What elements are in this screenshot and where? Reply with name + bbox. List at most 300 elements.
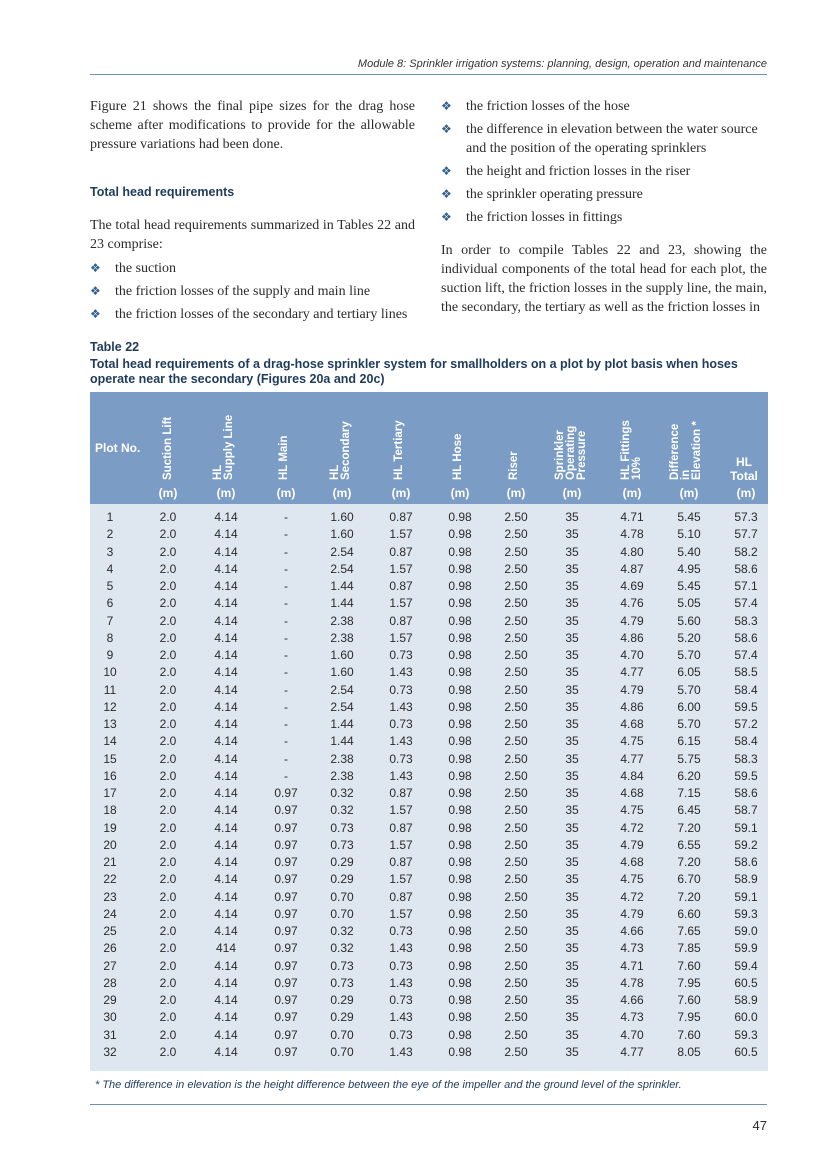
table-footer-band <box>90 1067 768 1071</box>
table-cell: 0.73 <box>389 717 413 731</box>
table-cell: 35 <box>565 596 579 611</box>
table-cell: 31 <box>103 1027 117 1042</box>
table-cell: 2.0 <box>159 924 177 938</box>
table-cell: 0.97 <box>274 924 298 938</box>
table-cell: 58.6 <box>734 630 758 645</box>
table-cell: 0.97 <box>274 1044 298 1059</box>
table-cell: 2.0 <box>159 734 177 749</box>
table-cell: 4.14 <box>214 544 238 559</box>
table-cell: 2.50 <box>504 837 528 852</box>
table-cell: 0.97 <box>274 958 298 973</box>
section-heading: Total head requirements <box>90 185 235 199</box>
table-cell: 2.50 <box>504 889 528 904</box>
table-cell: 4.78 <box>620 527 644 542</box>
table-cell: 4.68 <box>620 786 644 800</box>
table-cell: 5.70 <box>677 648 701 662</box>
table-cell: 4.14 <box>214 579 238 593</box>
table-cell: 1.57 <box>389 872 413 887</box>
table-cell: 0.98 <box>448 768 472 783</box>
table-cell: 0.98 <box>448 786 472 800</box>
table-cell: 0.29 <box>330 872 354 887</box>
table-cell: 35 <box>565 941 579 956</box>
table-row <box>0 820 826 837</box>
table-cell: 60.0 <box>734 1010 758 1025</box>
list-item: ❖ the friction losses of the supply and main line <box>90 284 371 299</box>
table-cell: 1.57 <box>389 527 413 542</box>
table-row <box>0 1009 826 1026</box>
table-cell: 7.65 <box>677 924 701 938</box>
table-cell: 1.57 <box>389 906 413 921</box>
table-cell: 4 <box>106 561 114 576</box>
table-cell: 7.20 <box>677 855 701 869</box>
table-cell: 58.9 <box>734 993 758 1007</box>
table-cell: 2.50 <box>504 803 528 818</box>
table-cell: 24 <box>103 906 117 921</box>
table-cell: 0.87 <box>389 786 413 800</box>
table-row <box>0 526 826 543</box>
table-row <box>0 578 826 595</box>
table-cell: 4.14 <box>214 975 238 990</box>
table-cell: 5.60 <box>677 613 701 628</box>
table-cell: 5.20 <box>677 630 701 645</box>
table-cell: 2.0 <box>159 803 177 818</box>
table-cell: 0.98 <box>448 699 472 714</box>
table-cell: - <box>284 768 288 783</box>
table-cell: 0.32 <box>330 786 354 800</box>
table-cell: 35 <box>565 734 579 749</box>
table-cell: 4.14 <box>214 665 238 680</box>
table-cell: 1.44 <box>330 734 354 749</box>
table-cell: 59.5 <box>734 699 758 714</box>
table-cell: 0.87 <box>389 889 413 904</box>
table-cell: 2.50 <box>504 855 528 869</box>
table-cell: 28 <box>103 975 117 990</box>
table-cell: 20 <box>103 837 117 852</box>
table-cell: 2.0 <box>159 786 177 800</box>
table-cell: 2.0 <box>159 872 177 887</box>
table-cell: 0.98 <box>448 803 472 818</box>
table-cell: 2.0 <box>159 1027 177 1042</box>
table-cell: 7 <box>106 613 114 628</box>
table-cell: 2.0 <box>159 682 177 697</box>
table-cell: 4.95 <box>677 561 701 576</box>
table-row <box>0 595 826 612</box>
table-cell: 0.73 <box>330 958 354 973</box>
unit-label: (m) <box>736 486 756 500</box>
table-row <box>0 802 826 819</box>
table-cell: 58.6 <box>734 786 758 800</box>
table-row <box>0 785 826 802</box>
table-cell: 0.98 <box>448 665 472 680</box>
table-cell: 0.98 <box>448 648 472 662</box>
table-cell: 5 <box>106 579 114 593</box>
left-column <box>90 97 415 328</box>
table-cell: 5.75 <box>677 751 701 766</box>
table-cell: 7.15 <box>677 786 701 800</box>
table-cell: 0.73 <box>389 993 413 1007</box>
table-cell: 35 <box>565 665 579 680</box>
table-cell: 14 <box>103 734 117 749</box>
table-row <box>0 940 826 957</box>
table-cell: 2.0 <box>159 975 177 990</box>
table-cell: 5.45 <box>677 510 701 524</box>
table-cell: 4.14 <box>214 734 238 749</box>
table-cell: 2.50 <box>504 613 528 628</box>
table-cell: 59.4 <box>734 958 758 973</box>
running-head: Module 8: Sprinkler irrigation systems: planning, design, operation and maintenance <box>357 58 767 70</box>
table-row <box>0 664 826 681</box>
table-cell: 0.97 <box>274 975 298 990</box>
table-cell: 0.87 <box>389 613 413 628</box>
table-cell: 1.43 <box>389 941 413 956</box>
table-cell: - <box>284 734 288 749</box>
table-cell: 17 <box>103 786 117 800</box>
table-cell: 35 <box>565 544 579 559</box>
table-cell: 2.0 <box>159 665 177 680</box>
table-cell: 35 <box>565 820 579 835</box>
table-cell: 2.0 <box>159 855 177 869</box>
table-cell: 4.14 <box>214 820 238 835</box>
table-cell: 0.97 <box>274 837 298 852</box>
unit-label: (m) <box>158 486 178 500</box>
list-item: ❖ the height and friction losses in the riser <box>441 164 691 179</box>
table-cell: 0.98 <box>448 820 472 835</box>
table-row <box>0 871 826 888</box>
table-cell: 0.97 <box>274 1027 298 1042</box>
table-cell: 4.14 <box>214 648 238 662</box>
table-cell: 1.57 <box>389 561 413 576</box>
table-cell: 0.73 <box>389 751 413 766</box>
table-cell: 2.0 <box>159 751 177 766</box>
table-cell: - <box>284 613 288 628</box>
table-cell: 4.14 <box>214 993 238 1007</box>
table-cell: 4.14 <box>214 1010 238 1025</box>
table-cell: - <box>284 648 288 662</box>
table-cell: 32 <box>103 1044 117 1059</box>
table-cell: 4.14 <box>214 510 238 524</box>
table-cell: 4.75 <box>620 734 644 749</box>
table-cell: 4.14 <box>214 699 238 714</box>
table-cell: 4.68 <box>620 855 644 869</box>
table-cell: 35 <box>565 682 579 697</box>
table-cell: 1 <box>106 510 114 524</box>
table-cell: 35 <box>565 958 579 973</box>
table-cell: 0.98 <box>448 527 472 542</box>
table-cell: 4.14 <box>214 630 238 645</box>
table-cell: 58.7 <box>734 803 758 818</box>
table-row <box>0 544 826 561</box>
table-cell: 1.57 <box>389 803 413 818</box>
unit-label: (m) <box>450 486 470 500</box>
table-cell: - <box>284 596 288 611</box>
table-cell: 6.45 <box>677 803 701 818</box>
table-cell: 58.2 <box>734 544 758 559</box>
table-cell: 57.7 <box>734 527 758 542</box>
table-cell: 0.98 <box>448 906 472 921</box>
table-cell: 1.44 <box>330 717 354 731</box>
table-cell: 2.50 <box>504 1010 528 1025</box>
table-cell: - <box>284 665 288 680</box>
compile-paragraph: In order to compile Tables 22 and 23, showing the individual components of the total head for each plot, the suction lift, the friction losses in the supply line, the main, the secondary, the tertiary as well as the friction losses in <box>441 243 767 315</box>
table-cell: 15 <box>103 751 117 766</box>
table-cell: 35 <box>565 699 579 714</box>
table-cell: 8.05 <box>677 1044 701 1059</box>
table-cell: 2.50 <box>504 544 528 559</box>
table-cell: 58.6 <box>734 561 758 576</box>
table-cell: 4.72 <box>620 889 644 904</box>
table-cell: 57.2 <box>734 717 758 731</box>
table-cell: 0.97 <box>274 1010 298 1025</box>
table-cell: 2.50 <box>504 630 528 645</box>
table-cell: 0.98 <box>448 751 472 766</box>
bullet-icon: ❖ <box>90 307 101 321</box>
table-cell: 0.73 <box>389 1027 413 1042</box>
table-cell: 414 <box>215 941 237 956</box>
table-cell: 35 <box>565 924 579 938</box>
table-cell: 22 <box>103 872 117 887</box>
table-cell: 4.14 <box>214 837 238 852</box>
table-cell: 6.60 <box>677 906 701 921</box>
table-cell: - <box>284 561 288 576</box>
table-cell: 2.38 <box>330 630 354 645</box>
table-cell: 2.0 <box>159 1010 177 1025</box>
table-cell: 6 <box>106 596 114 611</box>
table-cell: 4.14 <box>214 924 238 938</box>
table-cell: 2.0 <box>159 699 177 714</box>
table-cell: 4.66 <box>620 993 644 1007</box>
table-cell: 2.0 <box>159 561 177 576</box>
table-cell: 4.86 <box>620 699 644 714</box>
table-cell: 0.98 <box>448 613 472 628</box>
table-cell: 7.20 <box>677 820 701 835</box>
table-cell: 2.50 <box>504 699 528 714</box>
table-cell: 18 <box>103 803 117 818</box>
table-cell: 23 <box>103 889 117 904</box>
table-cell: 1.60 <box>330 510 354 524</box>
table-cell: 2.50 <box>504 561 528 576</box>
bullet-icon: ❖ <box>441 210 452 224</box>
table-cell: 2.0 <box>159 579 177 593</box>
table-cell: 35 <box>565 527 579 542</box>
table-row <box>0 630 826 647</box>
table-cell: 6.00 <box>677 699 701 714</box>
table-cell: 21 <box>103 855 117 869</box>
table-cell: 0.73 <box>330 820 354 835</box>
table-cell: 8 <box>106 630 114 645</box>
table-cell: 4.14 <box>214 1027 238 1042</box>
table-cell: 0.98 <box>448 561 472 576</box>
table-cell: 2.50 <box>504 1044 528 1059</box>
table-cell: 0.97 <box>274 941 298 956</box>
table-row <box>0 1027 826 1044</box>
table-cell: 5.40 <box>677 544 701 559</box>
table-cell: 5.05 <box>677 596 701 611</box>
table-cell: 0.98 <box>448 855 472 869</box>
table-cell: 0.70 <box>330 889 354 904</box>
table-cell: 0.98 <box>448 682 472 697</box>
table-cell: 0.87 <box>389 855 413 869</box>
table-cell: 2.0 <box>159 544 177 559</box>
table-cell: 4.75 <box>620 803 644 818</box>
table-cell: 2 <box>106 527 114 542</box>
table-cell: 35 <box>565 906 579 921</box>
list-item: ❖ the friction losses of the secondary and tertiary lines <box>90 307 408 322</box>
table-cell: 2.0 <box>159 889 177 904</box>
table-cell: 0.98 <box>448 1010 472 1025</box>
table-cell: 58.6 <box>734 855 758 869</box>
table-cell: 9 <box>106 648 114 662</box>
table-cell: 58.3 <box>734 613 758 628</box>
table-cell: 2.0 <box>159 941 177 956</box>
table-cell: 0.73 <box>389 682 413 697</box>
table-cell: 2.54 <box>330 699 354 714</box>
unit-label: (m) <box>276 486 296 500</box>
table-cell: 2.0 <box>159 906 177 921</box>
table-cell: 30 <box>103 1010 117 1025</box>
table-cell: 4.79 <box>620 906 644 921</box>
table-cell: - <box>284 630 288 645</box>
bullet-icon: ❖ <box>441 187 452 201</box>
bullet-icon: ❖ <box>441 99 452 113</box>
table-cell: 2.0 <box>159 837 177 852</box>
list-item: ❖ the friction losses of the hose <box>441 99 630 114</box>
table-cell: 57.1 <box>734 579 758 593</box>
table-cell: 4.14 <box>214 596 238 611</box>
table-cell: 4.14 <box>214 561 238 576</box>
header-hl-secondary: HL Secondary <box>329 421 352 480</box>
table-cell: 6.15 <box>677 734 701 749</box>
table-cell: 57.3 <box>734 510 758 524</box>
table-cell: 0.70 <box>330 1044 354 1059</box>
table-row <box>0 647 826 664</box>
table-cell: 2.50 <box>504 768 528 783</box>
header-hl-total: HL Total <box>730 455 758 483</box>
table-cell: 2.54 <box>330 561 354 576</box>
table-cell: 59.3 <box>734 906 758 921</box>
table-cell: 5.45 <box>677 579 701 593</box>
table-cell: 4.86 <box>620 630 644 645</box>
table-cell: 5.70 <box>677 717 701 731</box>
table-cell: 60.5 <box>734 1044 758 1059</box>
table-cell: 6.20 <box>677 768 701 783</box>
table-cell: 57.4 <box>734 596 758 611</box>
table-row <box>0 958 826 975</box>
table-footnote: * The difference in elevation is the height difference between the eye of the impeller and the ground level of the sprinkler. <box>95 1079 682 1091</box>
table-cell: 4.14 <box>214 889 238 904</box>
table-cell: 4.69 <box>620 579 644 593</box>
table-cell: 35 <box>565 579 579 593</box>
table-cell: 35 <box>565 630 579 645</box>
table-cell: 2.0 <box>159 527 177 542</box>
table-cell: 0.70 <box>330 1027 354 1042</box>
table-cell: 25 <box>103 924 117 938</box>
table-cell: 35 <box>565 1010 579 1025</box>
header-elevation-difference: Difference in Elevation * <box>669 421 703 480</box>
table-cell: 0.97 <box>274 906 298 921</box>
table-row <box>0 682 826 699</box>
table-cell: 35 <box>565 648 579 662</box>
table-cell: 0.29 <box>330 1010 354 1025</box>
table-cell: 1.43 <box>389 1010 413 1025</box>
table-cell: 2.50 <box>504 906 528 921</box>
table-cell: 58.9 <box>734 872 758 887</box>
table-cell: 2.54 <box>330 544 354 559</box>
table-cell: 0.87 <box>389 544 413 559</box>
table-cell: 4.14 <box>214 872 238 887</box>
table-cell: 2.50 <box>504 665 528 680</box>
table-cell: 0.98 <box>448 872 472 887</box>
table-cell: 26 <box>103 941 117 956</box>
table-cell: 0.98 <box>448 1044 472 1059</box>
table-cell: 4.14 <box>214 768 238 783</box>
table-cell: 2.0 <box>159 648 177 662</box>
table-cell: 2.0 <box>159 717 177 731</box>
table-cell: - <box>284 527 288 542</box>
table-row <box>0 975 826 992</box>
table-cell: 2.50 <box>504 648 528 662</box>
table-cell: 35 <box>565 993 579 1007</box>
table-cell: 35 <box>565 975 579 990</box>
table-cell: - <box>284 544 288 559</box>
table-cell: 4.14 <box>214 786 238 800</box>
bullet-icon: ❖ <box>90 284 101 298</box>
table-cell: 0.32 <box>330 924 354 938</box>
table-cell: 13 <box>103 717 117 731</box>
list-item: ❖ the suction <box>90 261 177 276</box>
table-cell: 2.50 <box>504 820 528 835</box>
table-cell: 2.38 <box>330 751 354 766</box>
table-cell: 0.87 <box>389 579 413 593</box>
right-column <box>441 97 767 317</box>
table-cell: 4.14 <box>214 751 238 766</box>
table-cell: 1.60 <box>330 648 354 662</box>
comprise-paragraph: The total head requirements summarized in Tables 22 and 23 comprise: <box>90 218 415 252</box>
table-cell: 58.3 <box>734 751 758 766</box>
table-cell: 7.20 <box>677 889 701 904</box>
table-cell: 0.97 <box>274 803 298 818</box>
table-cell: 4.14 <box>214 958 238 973</box>
table-row <box>0 509 826 526</box>
table-cell: 0.97 <box>274 872 298 887</box>
page-number: 47 <box>752 1118 767 1133</box>
table-cell: - <box>284 510 288 524</box>
table-cell: 4.76 <box>620 596 644 611</box>
table-cell: 0.29 <box>330 993 354 1007</box>
unit-label: (m) <box>332 486 352 500</box>
table-caption: Total head requirements of a drag-hose sprinkler system for smallholders on a plot by plot basis when hoses operate near the secondary (Figures 20a and 20c) <box>90 357 738 386</box>
table-row <box>0 992 826 1009</box>
table-cell: 1.44 <box>330 596 354 611</box>
table-cell: 0.98 <box>448 734 472 749</box>
table-row <box>0 889 826 906</box>
intro-paragraph: Figure 21 shows the final pipe sizes for the drag hose scheme after modifications to provide for the allowable pressure variations had been done. <box>90 99 415 152</box>
table-cell: 4.78 <box>620 975 644 990</box>
table-cell: 0.97 <box>274 786 298 800</box>
table-cell: 2.50 <box>504 734 528 749</box>
unit-label: (m) <box>506 486 526 500</box>
table-row <box>0 751 826 768</box>
table-cell: 0.73 <box>389 958 413 973</box>
table-cell: 1.43 <box>389 734 413 749</box>
table-cell: 35 <box>565 717 579 731</box>
table-cell: 2.50 <box>504 924 528 938</box>
table-cell: - <box>284 717 288 731</box>
table-cell: 35 <box>565 510 579 524</box>
table-cell: 2.0 <box>159 1044 177 1059</box>
table-cell: 4.79 <box>620 837 644 852</box>
table-cell: 0.98 <box>448 596 472 611</box>
table-cell: 0.98 <box>448 510 472 524</box>
